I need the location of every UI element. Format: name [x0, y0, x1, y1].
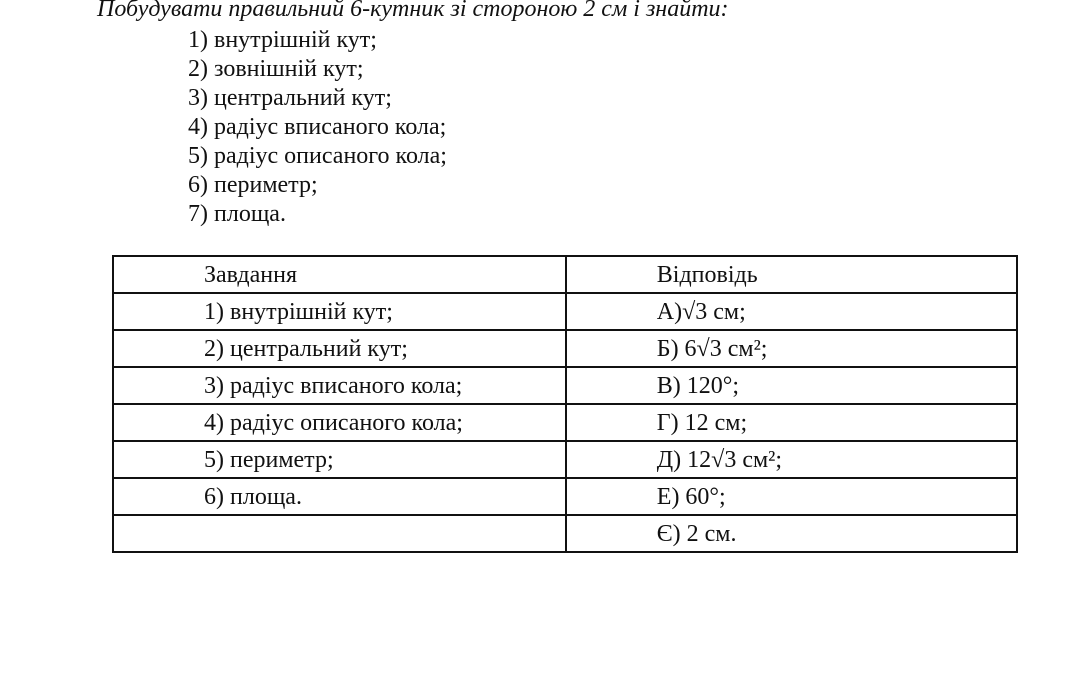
answer-cell: Е) 60°; [566, 478, 1017, 515]
answer-cell: Д) 12√3 см²; [566, 441, 1017, 478]
table-row [113, 478, 1017, 515]
table-row [113, 367, 1017, 404]
answer-cell: В) 120°; [566, 367, 1017, 404]
task-cell: 1) внутрішній кут; [113, 293, 566, 330]
table-row [113, 330, 1017, 367]
task-list [188, 26, 447, 229]
answer-cell: Г) 12 см; [566, 404, 1017, 441]
task-item: 1) внутрішній кут; [188, 27, 377, 53]
answer-cell: Б) 6√3 см²; [566, 330, 1017, 367]
task-cell [113, 515, 566, 552]
header-task: Завдання [113, 256, 566, 293]
task-title: Побудувати правильний 6-кутник зі стороною 2 см і знайти: [97, 0, 729, 22]
header-answer: Відповідь [566, 256, 1017, 293]
answer-cell: Є) 2 см. [566, 515, 1017, 552]
task-item: 7) площа. [188, 201, 286, 227]
table-row [113, 404, 1017, 441]
task-item: 6) периметр; [188, 172, 318, 198]
task-item: 3) центральний кут; [188, 85, 392, 111]
table-row [113, 293, 1017, 330]
task-cell: 5) периметр; [113, 441, 566, 478]
answer-cell: А)√3 см; [566, 293, 1017, 330]
table-row [113, 441, 1017, 478]
task-item: 5) радіус описаного кола; [188, 143, 447, 169]
task-cell: 3) радіус вписаного кола; [113, 367, 566, 404]
table-row [113, 515, 1017, 552]
task-item: 4) радіус вписаного кола; [188, 114, 447, 140]
table-header-row [113, 256, 1017, 293]
task-item: 2) зовнішній кут; [188, 56, 364, 82]
task-cell: 2) центральний кут; [113, 330, 566, 367]
task-cell: 6) площа. [113, 478, 566, 515]
task-cell: 4) радіус описаного кола; [113, 404, 566, 441]
matching-table [112, 255, 1018, 553]
